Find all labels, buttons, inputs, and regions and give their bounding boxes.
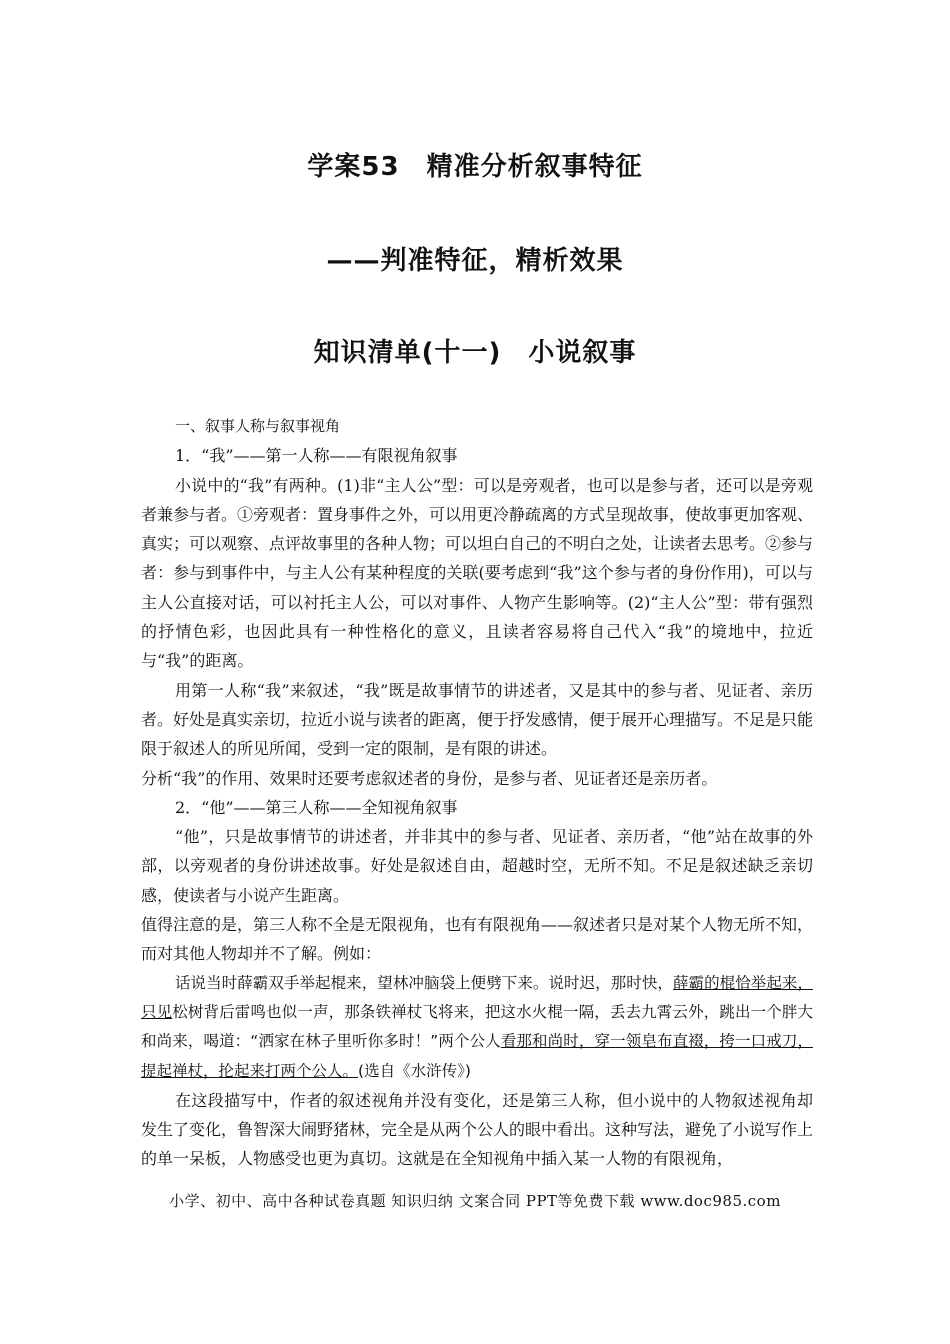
quote-excerpt bbox=[141, 969, 813, 1086]
subheading-third-person bbox=[141, 793, 813, 822]
subheading-third-person-text: 2．“他”——第三人称——全知视角叙事 bbox=[175, 797, 458, 817]
paragraph-third-person: “他”，只是故事情节的讲述者，并非其中的参与者、见证者、亲历者，“他”站在故事的外部，以旁观者的身份讲述故事。好处是叙述自由，超越时空，无所不知。不足是叙述缺乏亲切感，使读者与小说产生距离。 bbox=[141, 827, 813, 905]
subheading-first-person bbox=[141, 441, 813, 470]
document-body bbox=[141, 412, 813, 1174]
quote-source: (选自《水浒传》) bbox=[358, 1061, 471, 1080]
quote-part-c: 松树背后雷鸣也似一声，那条铁禅杖飞将来，把这水火棍一隔，丢去九霄云外，跳出一个胖大和尚来，喝道：“洒家在林子里听你多时！”两个公人 bbox=[141, 1002, 813, 1051]
paragraph-limited-view: 值得注意的是，第三人称不全是无限视角，也有有限视角——叙述者只是对某个人物无所不知，而对其他人物却并不了解。例如： bbox=[141, 915, 814, 964]
paragraph-analysis: 在这段描写中，作者的叙述视角并没有变化，还是第三人称，但小说中的人物叙述视角却发生了变化，鲁智深大闹野猪林，完全是从两个公人的眼中看出。这种写法，避免了小说写作上的单一呆板，人物感受也更为真切。这就是在全知视角中插入某一人物的有限视角， bbox=[141, 1090, 814, 1169]
quote-part-a: 话说当时薛霸双手举起棍来，望林冲脑袋上便劈下来。说时迟，那时快， bbox=[175, 973, 673, 992]
quote-part-b: 薛霸的棍恰举起来，只见 bbox=[141, 973, 813, 1021]
page-subtitle: ——判准特征，精析效果 bbox=[326, 246, 624, 276]
paragraph-first-person-effects: 用第一人称“我”来叙述，“我”既是故事情节的讲述者，又是其中的参与者、见证者、亲历者。好处是真实亲切，拉近小说与读者的距离，便于抒发感情，便于展开心理描写。不足是只能限于叙述人的所见所闻，受到一定的限制，是有限的讲述。 bbox=[141, 680, 814, 759]
quote-part-d: 看那和尚时，穿一领皂布直裰，挎一口戒刀，提起禅杖，抡起来打两个公人。 bbox=[141, 1032, 813, 1080]
paragraph-first-person-note: 分析“我”的作用、效果时还要考虑叙述者的身份，是参与者、见证者还是亲历者。 bbox=[141, 768, 718, 788]
subheading-first-person-text: 1．“我”——第一人称——有限视角叙事 bbox=[175, 446, 458, 466]
section-title: 知识清单(十一) 小说叙事 bbox=[313, 338, 637, 368]
heading-narrative-person: 一、叙事人称与叙事视角 bbox=[175, 417, 341, 435]
page-title: 学案53 精准分析叙事特征 bbox=[307, 152, 643, 182]
page-footer: 小学、初中、高中各种试卷真题 知识归纳 文案合同 PPT等免费下载 www.doc985.com bbox=[169, 1192, 781, 1210]
paragraph-first-person-types: 小说中的“我”有两种。(1)非“主人公”型：可以是旁观者，也可以是参与者，还可以是旁观者兼参与者。①旁观者：置身事件之外，可以用更冷静疏离的方式呈现故事，使故事更加客观、真实；可以观察、点评故事里的各种人物；可以坦白自己的不明白之处，让读者去思考。②参与者：参与到事件中，与主人公有某种程度的关联(要考虑到“我”这个参与者的身份作用)，可以与主人公直接对话，可以衬托主人公，可以对事件、人物产生影响等。(2)“主人公”型：带有强烈的抒情色彩，也因此具有一种性格化的意义，且读者容易将自己代入“我”的境地中，拉近与“我”的距离。 bbox=[141, 475, 814, 671]
